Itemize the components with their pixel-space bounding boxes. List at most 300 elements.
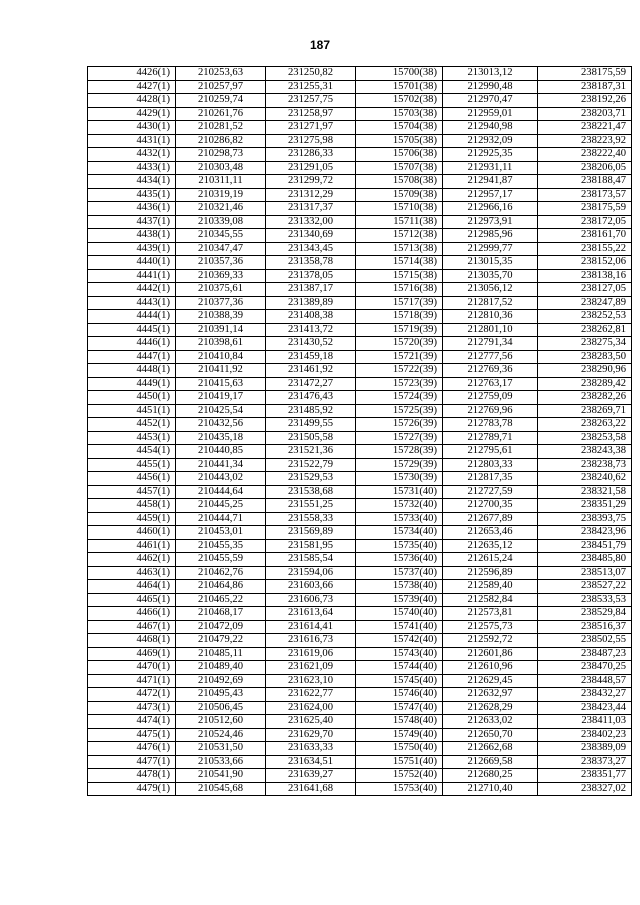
table-cell: 238529,84 <box>538 607 632 621</box>
table-cell: 4468(1) <box>88 634 176 648</box>
table-row <box>88 283 632 297</box>
table-cell: 4434(1) <box>88 175 176 189</box>
table-cell: 212700,35 <box>443 499 538 513</box>
table-cell: 238263,22 <box>538 418 632 432</box>
table-cell: 231408,38 <box>266 310 356 324</box>
table-row <box>88 728 632 742</box>
table-cell: 210440,85 <box>176 445 266 459</box>
table-cell: 15729(39) <box>356 458 443 472</box>
table-cell: 4448(1) <box>88 364 176 378</box>
table-cell: 210398,61 <box>176 337 266 351</box>
table-cell: 15749(40) <box>356 728 443 742</box>
table-row <box>88 782 632 796</box>
table-cell: 231624,00 <box>266 701 356 715</box>
table-cell: 4442(1) <box>88 283 176 297</box>
table-cell: 212966,16 <box>443 202 538 216</box>
table-cell: 15733(40) <box>356 512 443 526</box>
table-cell: 4443(1) <box>88 296 176 310</box>
table-cell: 210472,09 <box>176 620 266 634</box>
table-cell: 210321,46 <box>176 202 266 216</box>
table-cell: 238269,71 <box>538 404 632 418</box>
table-cell: 210257,97 <box>176 80 266 94</box>
table-cell: 212575,73 <box>443 620 538 634</box>
table-cell: 15711(38) <box>356 215 443 229</box>
table-cell: 238527,22 <box>538 580 632 594</box>
table-row <box>88 377 632 391</box>
table-cell: 15705(38) <box>356 134 443 148</box>
table-cell: 15734(40) <box>356 526 443 540</box>
table-cell: 4429(1) <box>88 107 176 121</box>
table-cell: 238423,44 <box>538 701 632 715</box>
table-cell: 4430(1) <box>88 121 176 135</box>
table-cell: 15723(39) <box>356 377 443 391</box>
table-row <box>88 323 632 337</box>
table-cell: 231522,79 <box>266 458 356 472</box>
table-cell: 4472(1) <box>88 688 176 702</box>
table-cell: 212633,02 <box>443 715 538 729</box>
table-cell: 210531,50 <box>176 742 266 756</box>
table-cell: 212629,45 <box>443 674 538 688</box>
table-cell: 231461,92 <box>266 364 356 378</box>
table-cell: 210492,69 <box>176 674 266 688</box>
table-cell: 231622,77 <box>266 688 356 702</box>
table-cell: 210443,02 <box>176 472 266 486</box>
table-cell: 231569,89 <box>266 526 356 540</box>
table-cell: 231340,69 <box>266 229 356 243</box>
table-cell: 210259,74 <box>176 94 266 108</box>
table-cell: 238423,96 <box>538 526 632 540</box>
table-cell: 210524,46 <box>176 728 266 742</box>
table-cell: 15724(39) <box>356 391 443 405</box>
table-cell: 212985,96 <box>443 229 538 243</box>
table-cell: 238206,05 <box>538 161 632 175</box>
table-cell: 15732(40) <box>356 499 443 513</box>
table-cell: 4439(1) <box>88 242 176 256</box>
table-cell: 15735(40) <box>356 539 443 553</box>
table-cell: 210541,90 <box>176 769 266 783</box>
table-cell: 231459,18 <box>266 350 356 364</box>
table-cell: 212801,10 <box>443 323 538 337</box>
table-cell: 4466(1) <box>88 607 176 621</box>
table-cell: 15720(39) <box>356 337 443 351</box>
table-cell: 210410,84 <box>176 350 266 364</box>
table-cell: 238502,55 <box>538 634 632 648</box>
table-cell: 238187,31 <box>538 80 632 94</box>
table-cell: 212777,56 <box>443 350 538 364</box>
table-cell: 231614,41 <box>266 620 356 634</box>
table-row <box>88 121 632 135</box>
table-cell: 212795,61 <box>443 445 538 459</box>
table-cell: 212959,01 <box>443 107 538 121</box>
table-cell: 238351,29 <box>538 499 632 513</box>
table-cell: 15747(40) <box>356 701 443 715</box>
table-cell: 213056,12 <box>443 283 538 297</box>
table-cell: 212669,58 <box>443 755 538 769</box>
table-cell: 212615,24 <box>443 553 538 567</box>
table-cell: 231625,40 <box>266 715 356 729</box>
table-cell: 15728(39) <box>356 445 443 459</box>
table-cell: 231639,27 <box>266 769 356 783</box>
table-row <box>88 701 632 715</box>
table-cell: 210512,60 <box>176 715 266 729</box>
table-cell: 212940,98 <box>443 121 538 135</box>
table-cell: 4440(1) <box>88 256 176 270</box>
table-cell: 15738(40) <box>356 580 443 594</box>
table-cell: 212610,96 <box>443 661 538 675</box>
table-cell: 4464(1) <box>88 580 176 594</box>
table-cell: 231312,29 <box>266 188 356 202</box>
table-cell: 231529,53 <box>266 472 356 486</box>
table-cell: 238283,50 <box>538 350 632 364</box>
table-cell: 212791,34 <box>443 337 538 351</box>
table-cell: 15719(39) <box>356 323 443 337</box>
table-cell: 212970,47 <box>443 94 538 108</box>
table-cell: 212592,72 <box>443 634 538 648</box>
table-cell: 4426(1) <box>88 67 176 81</box>
table-cell: 231258,97 <box>266 107 356 121</box>
table-cell: 238448,57 <box>538 674 632 688</box>
table-cell: 210485,11 <box>176 647 266 661</box>
table-cell: 213013,12 <box>443 67 538 81</box>
table-cell: 231629,70 <box>266 728 356 742</box>
table-cell: 231551,25 <box>266 499 356 513</box>
table-cell: 4453(1) <box>88 431 176 445</box>
table-cell: 238152,06 <box>538 256 632 270</box>
table-cell: 4469(1) <box>88 647 176 661</box>
table-cell: 238221,47 <box>538 121 632 135</box>
table-cell: 4436(1) <box>88 202 176 216</box>
table-cell: 210489,40 <box>176 661 266 675</box>
table-cell: 15739(40) <box>356 593 443 607</box>
table-row <box>88 202 632 216</box>
table-cell: 231430,52 <box>266 337 356 351</box>
table-cell: 231317,37 <box>266 202 356 216</box>
table-row <box>88 445 632 459</box>
table-cell: 231581,95 <box>266 539 356 553</box>
table-cell: 4454(1) <box>88 445 176 459</box>
table-cell: 210444,64 <box>176 485 266 499</box>
table-cell: 231633,33 <box>266 742 356 756</box>
table-cell: 212817,35 <box>443 472 538 486</box>
table-cell: 4461(1) <box>88 539 176 553</box>
table-cell: 231606,73 <box>266 593 356 607</box>
table-cell: 15721(39) <box>356 350 443 364</box>
table-cell: 4435(1) <box>88 188 176 202</box>
table-cell: 4450(1) <box>88 391 176 405</box>
table-cell: 238389,09 <box>538 742 632 756</box>
table-row <box>88 526 632 540</box>
table-cell: 231378,05 <box>266 269 356 283</box>
table-cell: 231616,73 <box>266 634 356 648</box>
table-row <box>88 458 632 472</box>
table-cell: 231255,31 <box>266 80 356 94</box>
table-cell: 238516,37 <box>538 620 632 634</box>
page-number: 187 <box>309 38 331 52</box>
table-row <box>88 94 632 108</box>
table-row <box>88 512 632 526</box>
table-cell: 238262,81 <box>538 323 632 337</box>
table-row <box>88 229 632 243</box>
table-cell: 238351,77 <box>538 769 632 783</box>
table-cell: 15737(40) <box>356 566 443 580</box>
table-cell: 212759,09 <box>443 391 538 405</box>
table-cell: 238487,23 <box>538 647 632 661</box>
table-cell: 238282,26 <box>538 391 632 405</box>
table-cell: 231521,36 <box>266 445 356 459</box>
table-cell: 15709(38) <box>356 188 443 202</box>
table-cell: 210298,73 <box>176 148 266 162</box>
table-cell: 15736(40) <box>356 553 443 567</box>
table-cell: 238252,53 <box>538 310 632 324</box>
table-row <box>88 742 632 756</box>
table-cell: 4427(1) <box>88 80 176 94</box>
table-row <box>88 499 632 513</box>
table-cell: 4428(1) <box>88 94 176 108</box>
table-cell: 210453,01 <box>176 526 266 540</box>
table-cell: 238175,59 <box>538 202 632 216</box>
table-row <box>88 391 632 405</box>
table-cell: 15743(40) <box>356 647 443 661</box>
table-cell: 231299,72 <box>266 175 356 189</box>
table-cell: 4437(1) <box>88 215 176 229</box>
table-cell: 4457(1) <box>88 485 176 499</box>
table-cell: 210444,71 <box>176 512 266 526</box>
table-cell: 212632,97 <box>443 688 538 702</box>
table-cell: 212990,48 <box>443 80 538 94</box>
table-row <box>88 755 632 769</box>
table-cell: 212677,89 <box>443 512 538 526</box>
table-cell: 15700(38) <box>356 67 443 81</box>
table-cell: 231619,06 <box>266 647 356 661</box>
table-row <box>88 661 632 675</box>
table-row <box>88 418 632 432</box>
table-cell: 15718(39) <box>356 310 443 324</box>
table-cell: 231603,66 <box>266 580 356 594</box>
table-cell: 212999,77 <box>443 242 538 256</box>
table-cell: 212925,35 <box>443 148 538 162</box>
table-cell: 238485,80 <box>538 553 632 567</box>
table-cell: 4438(1) <box>88 229 176 243</box>
table-cell: 15722(39) <box>356 364 443 378</box>
table-row <box>88 553 632 567</box>
table-cell: 212582,84 <box>443 593 538 607</box>
table-row <box>88 715 632 729</box>
table-cell: 238513,07 <box>538 566 632 580</box>
table-cell: 15714(38) <box>356 256 443 270</box>
table-cell: 210253,63 <box>176 67 266 81</box>
table-cell: 4462(1) <box>88 553 176 567</box>
table-cell: 212769,36 <box>443 364 538 378</box>
table-row <box>88 310 632 324</box>
table-cell: 231641,68 <box>266 782 356 796</box>
table-cell: 212931,11 <box>443 161 538 175</box>
table-cell: 210464,86 <box>176 580 266 594</box>
table-cell: 15741(40) <box>356 620 443 634</box>
table-cell: 15752(40) <box>356 769 443 783</box>
table-cell: 4465(1) <box>88 593 176 607</box>
table-cell: 15740(40) <box>356 607 443 621</box>
table-cell: 212941,87 <box>443 175 538 189</box>
table-cell: 4460(1) <box>88 526 176 540</box>
table-cell: 238290,96 <box>538 364 632 378</box>
table-cell: 210432,56 <box>176 418 266 432</box>
table-row <box>88 634 632 648</box>
table-cell: 238451,79 <box>538 539 632 553</box>
table-cell: 4476(1) <box>88 742 176 756</box>
table-cell: 231343,45 <box>266 242 356 256</box>
table-cell: 4479(1) <box>88 782 176 796</box>
table-cell: 212803,33 <box>443 458 538 472</box>
table-cell: 210411,92 <box>176 364 266 378</box>
table-cell: 4432(1) <box>88 148 176 162</box>
table-cell: 231558,33 <box>266 512 356 526</box>
table-cell: 238223,92 <box>538 134 632 148</box>
table-cell: 231271,97 <box>266 121 356 135</box>
table-cell: 238402,23 <box>538 728 632 742</box>
table-cell: 210462,76 <box>176 566 266 580</box>
table-row <box>88 242 632 256</box>
table-row <box>88 674 632 688</box>
table-cell: 4431(1) <box>88 134 176 148</box>
table-cell: 238203,71 <box>538 107 632 121</box>
table-cell: 231472,27 <box>266 377 356 391</box>
table-cell: 238173,57 <box>538 188 632 202</box>
table-row <box>88 350 632 364</box>
table-cell: 15706(38) <box>356 148 443 162</box>
table-cell: 4445(1) <box>88 323 176 337</box>
table-cell: 231613,64 <box>266 607 356 621</box>
table-cell: 4446(1) <box>88 337 176 351</box>
table-row <box>88 67 632 81</box>
table-cell: 210281,52 <box>176 121 266 135</box>
table-row <box>88 269 632 283</box>
table-cell: 210495,43 <box>176 688 266 702</box>
table-cell: 238240,62 <box>538 472 632 486</box>
table-cell: 238432,27 <box>538 688 632 702</box>
table-cell: 238155,22 <box>538 242 632 256</box>
table-cell: 210506,45 <box>176 701 266 715</box>
table-cell: 212710,40 <box>443 782 538 796</box>
table-cell: 4456(1) <box>88 472 176 486</box>
table-cell: 210441,34 <box>176 458 266 472</box>
table-row <box>88 539 632 553</box>
table-cell: 210415,63 <box>176 377 266 391</box>
table-cell: 231594,06 <box>266 566 356 580</box>
table-cell: 15713(38) <box>356 242 443 256</box>
table-cell: 210533,66 <box>176 755 266 769</box>
table-row <box>88 647 632 661</box>
table-cell: 231476,43 <box>266 391 356 405</box>
table-cell: 210419,17 <box>176 391 266 405</box>
table-cell: 15748(40) <box>356 715 443 729</box>
table-cell: 210455,59 <box>176 553 266 567</box>
table-cell: 238470,25 <box>538 661 632 675</box>
table-body <box>88 67 632 796</box>
table-cell: 231389,89 <box>266 296 356 310</box>
table-cell: 4473(1) <box>88 701 176 715</box>
table-cell: 238138,16 <box>538 269 632 283</box>
table-cell: 15702(38) <box>356 94 443 108</box>
coordinates-table <box>87 66 632 796</box>
table-cell: 4441(1) <box>88 269 176 283</box>
table-row <box>88 431 632 445</box>
table-row <box>88 161 632 175</box>
table-cell: 213035,70 <box>443 269 538 283</box>
table-row <box>88 404 632 418</box>
table-cell: 210455,35 <box>176 539 266 553</box>
table-cell: 210545,68 <box>176 782 266 796</box>
table-row <box>88 620 632 634</box>
table-cell: 231413,72 <box>266 323 356 337</box>
table-cell: 15701(38) <box>356 80 443 94</box>
table-cell: 4475(1) <box>88 728 176 742</box>
table-cell: 4455(1) <box>88 458 176 472</box>
table-cell: 210465,22 <box>176 593 266 607</box>
table-cell: 210391,14 <box>176 323 266 337</box>
table-cell: 15742(40) <box>356 634 443 648</box>
table-cell: 4451(1) <box>88 404 176 418</box>
table-cell: 238175,59 <box>538 67 632 81</box>
table-row <box>88 296 632 310</box>
table-cell: 15716(38) <box>356 283 443 297</box>
table-cell: 4477(1) <box>88 755 176 769</box>
table-row <box>88 107 632 121</box>
table-cell: 210369,33 <box>176 269 266 283</box>
table-cell: 238238,73 <box>538 458 632 472</box>
table-row <box>88 688 632 702</box>
table-cell: 210347,47 <box>176 242 266 256</box>
table-cell: 4444(1) <box>88 310 176 324</box>
table-cell: 212680,25 <box>443 769 538 783</box>
table-cell: 212932,09 <box>443 134 538 148</box>
table-cell: 213015,35 <box>443 256 538 270</box>
table-row <box>88 80 632 94</box>
table-cell: 210435,18 <box>176 431 266 445</box>
table-cell: 210345,55 <box>176 229 266 243</box>
table-cell: 15751(40) <box>356 755 443 769</box>
table-cell: 210311,11 <box>176 175 266 189</box>
table-cell: 238253,58 <box>538 431 632 445</box>
table-cell: 212783,78 <box>443 418 538 432</box>
table-cell: 231634,51 <box>266 755 356 769</box>
table-cell: 4463(1) <box>88 566 176 580</box>
table-cell: 210286,82 <box>176 134 266 148</box>
table-cell: 15707(38) <box>356 161 443 175</box>
table-cell: 4452(1) <box>88 418 176 432</box>
table-cell: 238411,03 <box>538 715 632 729</box>
table-cell: 4447(1) <box>88 350 176 364</box>
table-cell: 238188,47 <box>538 175 632 189</box>
table-row <box>88 364 632 378</box>
table-cell: 15708(38) <box>356 175 443 189</box>
table-row <box>88 175 632 189</box>
table-cell: 210319,19 <box>176 188 266 202</box>
table-cell: 231538,68 <box>266 485 356 499</box>
table-cell: 212957,17 <box>443 188 538 202</box>
table-cell: 210425,54 <box>176 404 266 418</box>
table-cell: 210261,76 <box>176 107 266 121</box>
table-cell: 4467(1) <box>88 620 176 634</box>
table-cell: 238321,58 <box>538 485 632 499</box>
table-cell: 210479,22 <box>176 634 266 648</box>
table-cell: 210357,36 <box>176 256 266 270</box>
table-cell: 238247,89 <box>538 296 632 310</box>
table-cell: 212769,96 <box>443 404 538 418</box>
table-cell: 15746(40) <box>356 688 443 702</box>
table-cell: 212662,68 <box>443 742 538 756</box>
table-cell: 231286,33 <box>266 148 356 162</box>
table-cell: 210339,08 <box>176 215 266 229</box>
